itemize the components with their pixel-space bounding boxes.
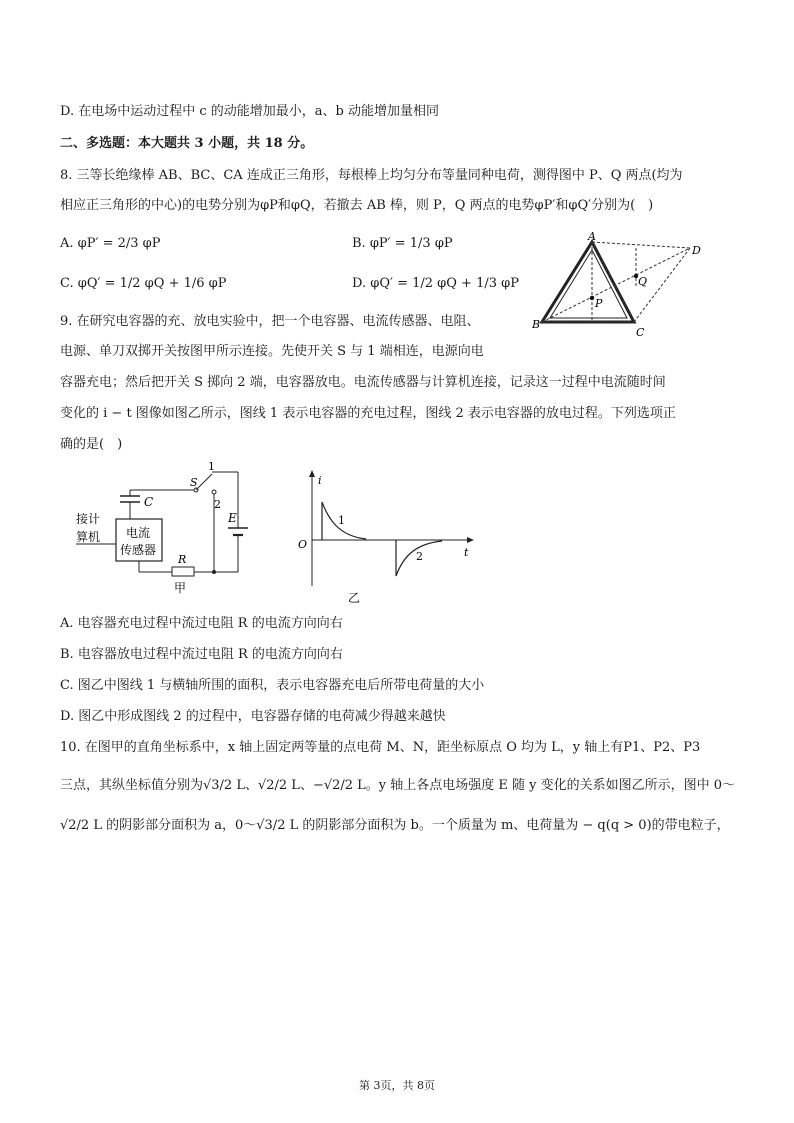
capacitor-label: C — [144, 495, 154, 509]
curve-2-label: 2 — [416, 550, 423, 563]
label-a: A — [588, 230, 596, 243]
q9-option-a: A. 电容器充电过程中流过电阻 R 的电流方向向右 — [60, 616, 343, 631]
label-b: B — [532, 318, 541, 331]
q8-option-d: D. φQ′ = 1/2 φQ + 1/3 φP — [352, 276, 519, 291]
q9-option-b: B. 电容器放电过程中流过电阻 R 的电流方向向右 — [60, 647, 343, 662]
axis-i-label: i — [318, 474, 322, 487]
q10-stem-line2: 三点，其纵坐标值分别为√3/2 L、√2/2 L、−√2/2 L。y 轴上各点电场强度 E 随 y 变化的关系如图乙所示，图中 0～ — [60, 778, 736, 793]
q9-stem-line2: 电源、单刀双掷开关按图甲所示连接。先使开关 S 与 1 端相连，电源向电 — [60, 344, 484, 359]
q8-stem-line1: 8. 三等长绝缘棒 AB、BC、CA 连成正三角形，每根棒上均匀分布等量同种电荷，测得图中 P、Q 两点(均为 — [60, 168, 683, 183]
q8-stem-line2: 相应正三角形的中心)的电势分别为φP和φQ，若撤去 AB 棒，则 P，Q 两点的电势φP′和φQ′分别为( ) — [60, 198, 654, 213]
q8-option-b: B. φP′ = 1/3 φP — [352, 236, 453, 251]
q9-current-time-graph — [292, 468, 482, 608]
computer-label-2: 算机 — [76, 530, 101, 544]
q9-stem-line5: 确的是( ) — [60, 437, 123, 452]
section-title-multiple-choice: 二、多选题：本大题共 3 小题，共 18 分。 — [60, 136, 314, 151]
point-p — [590, 296, 594, 300]
origin-label: O — [298, 538, 308, 551]
resistor — [172, 567, 194, 576]
curve-1-label: 1 — [338, 514, 345, 527]
q8-option-a: A. φP′ = 2/3 φP — [60, 236, 161, 251]
label-q: Q — [638, 275, 648, 288]
q8-option-c: C. φQ′ = 1/2 φQ + 1/6 φP — [60, 276, 227, 291]
resistor-label: R — [178, 553, 187, 566]
label-c: C — [636, 326, 645, 339]
q9-stem-line1: 9. 在研究电容器的充、放电实验中，把一个电容器、电流传感器、电阻、 — [60, 314, 480, 329]
q8-triangle-figure — [530, 228, 710, 340]
q9-option-c: C. 图乙中图线 1 与横轴所围的面积，表示电容器充电后所带电荷量的大小 — [60, 678, 485, 693]
battery-label: E — [228, 511, 237, 525]
switch-label: S — [190, 476, 198, 489]
label-p: P — [595, 297, 603, 310]
page-footer: 第 3页，共 8页 — [359, 1079, 435, 1092]
sensor-label-1: 电流 — [126, 526, 151, 540]
computer-label-1: 接计 — [76, 512, 101, 526]
label-d: D — [692, 244, 701, 257]
graph-caption: 乙 — [348, 591, 361, 605]
q9-stem-line4: 变化的 i − t 图像如图乙所示，图线 1 表示电容器的充电过程，图线 2 表示电容器的放电过程。下列选项正 — [60, 406, 676, 421]
q10-stem-line3: √2/2 L 的阴影部分面积为 a，0～√3/2 L 的阴影部分面积为 b。一个质量为 m、电荷量为 − q(q > 0)的带电粒子， — [60, 818, 730, 833]
q9-option-d: D. 图乙中形成图线 2 的过程中，电容器存储的电荷减少得越来越快 — [60, 709, 446, 724]
q9-circuit-figure — [72, 462, 272, 597]
terminal-1-label: 1 — [208, 462, 215, 473]
terminal-2-label: 2 — [214, 498, 221, 511]
axis-t-label: t — [464, 546, 469, 559]
q7-option-d: D. 在电场中运动过程中 c 的动能增加最小，a、b 动能增加量相同 — [60, 104, 439, 119]
q10-stem-line1: 10. 在图甲的直角坐标系中，x 轴上固定两等量的点电荷 M、N，距坐标原点 O 均为 L，y 轴上有P1、P2、P3 — [60, 740, 701, 755]
q9-stem-line3: 容器充电；然后把开关 S 掷向 2 端，电容器放电。电流传感器与计算机连接，记录这一过程中电流随时间 — [60, 375, 666, 390]
circuit-caption: 甲 — [174, 581, 187, 595]
sensor-label-2: 传感器 — [120, 543, 157, 557]
